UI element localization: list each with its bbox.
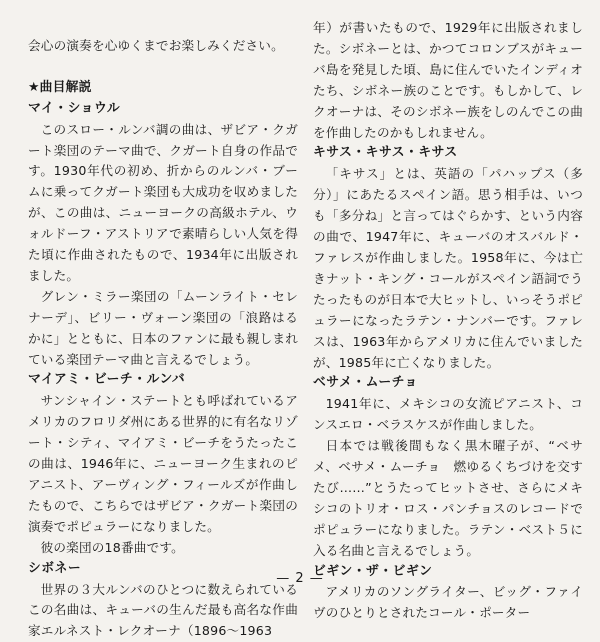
right-column xyxy=(313,20,583,624)
section-title: ★曲目解説 xyxy=(28,79,92,95)
song-title-begin-the-beguine: ビギン・ザ・ビギン xyxy=(313,563,433,579)
song-title-siboney: シボネー xyxy=(28,560,82,576)
song-description: 彼の楽団の18番曲です。 xyxy=(40,539,184,555)
continuation-text: 年）が書いたもので、1929年に出版されました。シボネーとは、かつてコロンブスがキューバ島を発見した頃、島に住んでいたインディオたち、シボネー族のことです。もしかして、レクオーナは、そのシボネー族をしのんでこの曲を作曲したのかもしれません。 xyxy=(313,20,583,140)
song-description: 日本では戦後間もなく黒木曜子が、“ベサメ、ベサメ・ムーチョ 燃ゆるくちづけを交すたび……”とうたってヒットさせ、さらにメキシコのトリオ・ロス・パンチョスのレコードでポピュラーになりました。ラテン・ベスト５に入る名曲と言えるでしょう。 xyxy=(313,438,583,558)
intro-text: 会心の演奏を心ゆくまでお楽しみください。 xyxy=(28,38,284,53)
song-description: このスロー・ルンバ調の曲は、ザビア・クガート楽団のテーマ曲で、クガート自身の作品です。1930年代の初め、折からのルンバ・ブームに乗ってクガート楽団も大成功を収めましたが、この曲は、ニューヨークの高級ホテル、ウォルドーフ・アストリアで素晴らしい人気を得た頃に作曲されたもので、1934年に出版されました。 xyxy=(28,121,298,283)
song-description: 「キサス」とは、英語の「パハップス（多分）」にあたるスペイン語。思う相手は、いつも「多分ね」と言ってはぐらかす、という内容の曲で、1947年に、キューバのオスバルド・ファレスが作曲しました。1958年に、今は亡きナット・キング・コールがスペイン語詞でうたったものが日本で大ヒットし、いっそうポピュラーになったラテン・ナンバーです。ファレスは、1963年からアメリカに住んでいましたが、1985年に亡くなりました。 xyxy=(313,166,583,370)
page-number: — 2 — xyxy=(276,571,324,586)
song-title-miami-beach-rumba: マイアミ・ビーチ・ルンバ xyxy=(28,372,186,388)
song-description: 世界の３大ルンバのひとつに数えられているこの名曲は、キューバの生んだ最も高名な作曲家エルネスト・レクオーナ（1896〜1963 xyxy=(28,581,298,639)
song-title-my-shawl: マイ・ショウル xyxy=(28,100,121,116)
song-description: 1941年に、メキシコの女流ピアニスト、コンスエロ・ベラスケスが作曲しました。 xyxy=(313,396,583,433)
song-description: サンシャイン・ステートとも呼ばれているアメリカのフロリダ州にある世界的に有名なリゾート・シティ、マイアミ・ビーチをうたったこの曲は、1946年に、ニューヨーク生まれのピアニスト、アーヴィング・フィールズが作曲したもので、こちらではザビア・クガート楽団の演奏でポピュラーになりました。 xyxy=(28,393,298,534)
spacer xyxy=(28,57,298,78)
song-title-quizas: キサス・キサス・キサス xyxy=(313,145,458,161)
left-column xyxy=(28,36,298,642)
song-title-besame-mucho: ベサメ・ムーチョ xyxy=(313,375,418,391)
song-description: グレン・ミラー楽団の「ムーンライト・セレナーデ」、ビリー・ヴォーン楽団の「浪路はるかに」とともに、日本のファンに最も親しまれている楽団テーマ曲と言えるでしょう。 xyxy=(28,288,298,367)
song-description: アメリカのソングライター、ビッグ・ファイヴのひとりとされたコール・ポーター xyxy=(313,584,583,621)
